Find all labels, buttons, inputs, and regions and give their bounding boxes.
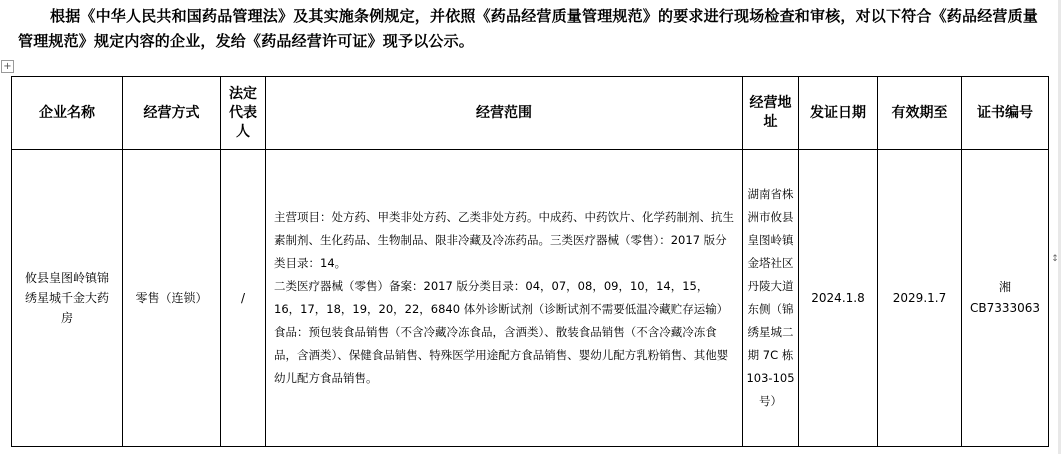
scope-food: 食品：预包装食品销售（不含冷藏冷冻食品，含酒类）、散装食品销售（不含冷藏冷冻食品，含酒类）、保健食品销售、特殊医学用途配方食品销售、婴幼儿配方乳粉销售、其他婴幼儿配方食品销售。 [274,325,729,385]
table-header-row [12,77,1049,150]
cell-legal: / [221,150,266,447]
table-move-handle-icon[interactable]: + [1,60,14,73]
scope-main-items: 主营项目：处方药、甲类非处方药、乙类非处方药。中成药、中药饮片、化学药制剂、抗生素制剂、生化药品、生物制品、限非冷藏及冷冻药品。三类医疗器械（零售）：2017 版分类目录：14。 [274,210,734,270]
header-scope: 经营范围 [266,77,743,150]
header-mode: 经营方式 [123,77,221,150]
cell-mode: 零售（连锁） [123,150,221,447]
cell-address: 湖南省株洲市攸县皇图岭镇金塔社区丹陵大道东侧（锦绣星城二期 7C 栋 103-105 号） [743,150,799,447]
header-address: 经营地址 [743,77,799,150]
intro-paragraph: 根据《中华人民共和国药品管理法》及其实施条例规定，并依照《药品经营质量管理规范》的要求进行现场检查和审核，对以下符合《药品经营质量管理规范》规定内容的企业，发给《药品经营许可证》现予以公示。 [18,7,1039,50]
header-legal: 法定代表人 [221,77,266,150]
cell-scope [266,150,743,447]
cell-name: 攸县皇图岭镇锦绣星城千金大药房 [12,150,123,447]
header-cert-no: 证书编号 [962,77,1049,150]
header-name: 企业名称 [12,77,123,150]
header-issue-date: 发证日期 [799,77,878,150]
cell-issue-date: 2024.1.8 [799,150,878,447]
cell-cert-no: 湘CB7333063 [962,150,1049,447]
cell-valid-until: 2029.1.7 [878,150,962,447]
header-valid-until: 有效期至 [878,77,962,150]
table-row [12,150,1049,447]
license-table [11,76,1049,447]
scope-class2-devices: 二类医疗器械（零售）备案：2017 版分类目录：04，07，08，09，10，14，15，16，17，18，19，20，22，6840 体外诊断试剂（诊断试剂不需要低温冷藏贮存运输） [274,279,729,316]
resize-marker-icon[interactable]: ↕ [1051,254,1059,264]
